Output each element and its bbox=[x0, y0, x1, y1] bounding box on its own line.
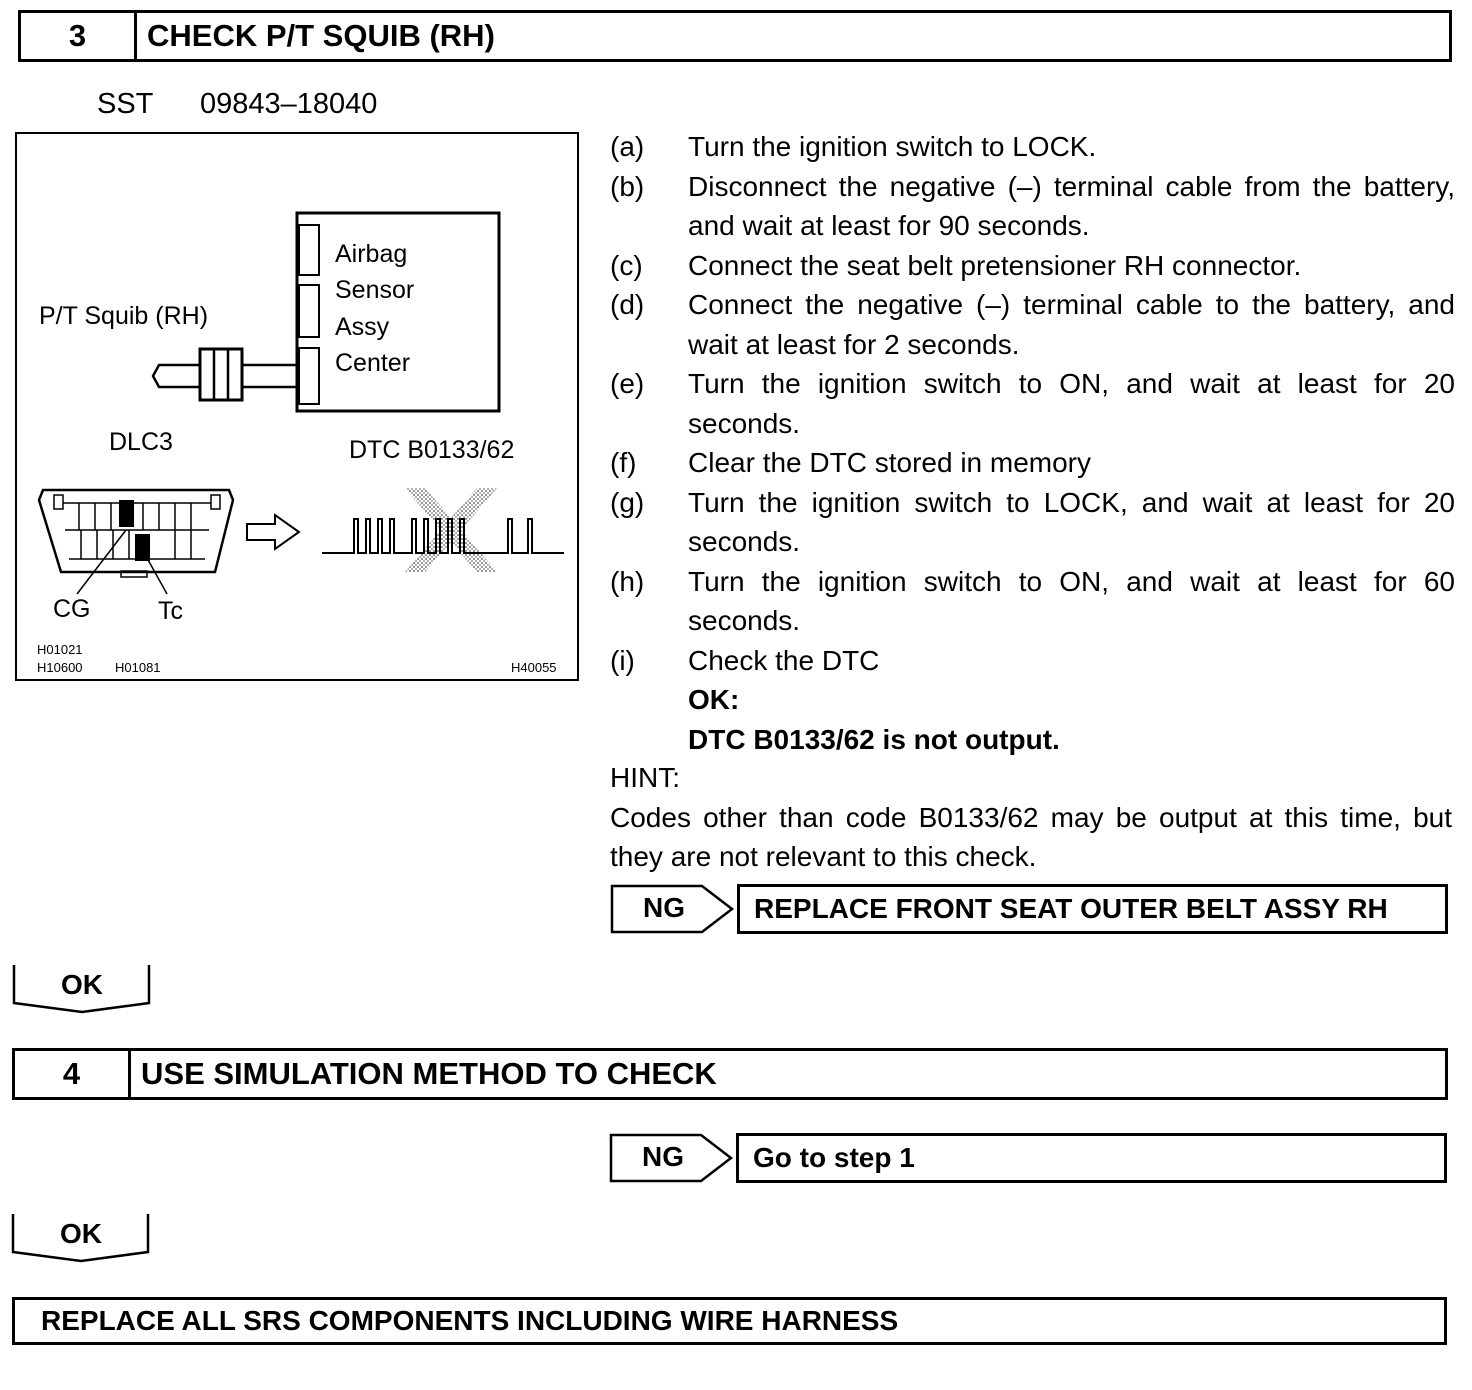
arrow-icon bbox=[247, 515, 299, 549]
ng-label: NG bbox=[643, 892, 685, 923]
step-4-ng-row bbox=[609, 1133, 1449, 1183]
step-letter: (b) bbox=[610, 170, 645, 202]
procedure-step bbox=[610, 127, 1455, 167]
step-text: Clear the DTC stored in memory bbox=[688, 447, 1092, 478]
procedure-step bbox=[610, 167, 1455, 246]
ok-label: OK bbox=[61, 969, 103, 1000]
squib-label: P/T Squib (RH) bbox=[39, 302, 209, 330]
hint-label: HINT: bbox=[610, 762, 680, 793]
squib-wire-end bbox=[153, 365, 184, 387]
ok-branch-2[interactable] bbox=[11, 1212, 151, 1264]
step-letter: (d) bbox=[610, 289, 645, 320]
ecu-label-line-4: Center bbox=[335, 349, 411, 377]
step-text: Turn the ignition switch to LOCK, and wait at least for 20 seconds. bbox=[688, 486, 1455, 557]
step-3-header bbox=[18, 10, 1452, 62]
step-letter: (c) bbox=[610, 249, 643, 281]
ecu-label-line-2: Sensor bbox=[335, 276, 415, 304]
step-letter: (i) bbox=[610, 644, 635, 676]
sst-label: SST bbox=[97, 88, 154, 120]
step-4-title: USE SIMULATION METHOD TO CHECK bbox=[141, 1056, 717, 1091]
step-letter: (a) bbox=[610, 131, 645, 162]
tc-label: Tc bbox=[158, 597, 183, 625]
procedure-step bbox=[610, 246, 1455, 286]
ng-result-box[interactable] bbox=[736, 1133, 1447, 1183]
diagram-graphics bbox=[17, 134, 579, 681]
ecu-connector-1 bbox=[299, 225, 319, 275]
step-3-ng-row bbox=[610, 884, 1450, 934]
step-letter: (e) bbox=[610, 368, 645, 399]
step-text: Disconnect the negative (–) terminal cable from the battery, and wait at least for 90 seconds. bbox=[688, 170, 1455, 241]
step-text: Turn the ignition switch to LOCK. bbox=[688, 131, 1097, 162]
step-text: Turn the ignition switch to ON, and wait at least for 20 seconds. bbox=[688, 368, 1455, 439]
step-3-title: CHECK P/T SQUIB (RH) bbox=[147, 18, 495, 53]
final-action-box[interactable] bbox=[12, 1297, 1447, 1345]
figure-ref-1: H01021 bbox=[37, 642, 83, 657]
cg-label: CG bbox=[53, 595, 91, 623]
step-text: Turn the ignition switch to ON, and wait at least for 60 seconds. bbox=[688, 565, 1455, 636]
procedure-step bbox=[610, 483, 1455, 562]
ng-label: NG bbox=[642, 1141, 684, 1172]
step-text: Connect the negative (–) terminal cable to the battery, and wait at least for 2 seconds. bbox=[688, 289, 1455, 360]
final-action-text: REPLACE ALL SRS COMPONENTS INCLUDING WIRE HARNESS bbox=[41, 1305, 899, 1336]
step-letter: (f) bbox=[610, 447, 637, 478]
dtc-code-label: DTC B0133/62 bbox=[349, 436, 515, 464]
sst-number: 09843–18040 bbox=[200, 88, 378, 120]
ok-branch-1[interactable] bbox=[12, 963, 152, 1015]
ecu-connector-3 bbox=[299, 348, 319, 404]
step-text: Check the DTC bbox=[688, 644, 880, 676]
ng-result-box[interactable] bbox=[737, 884, 1448, 934]
connection-diagram bbox=[15, 132, 579, 681]
dlc3-terminal-cg bbox=[135, 534, 150, 561]
dlc3-label: DLC3 bbox=[109, 428, 173, 456]
step-4-number: 4 bbox=[15, 1051, 131, 1097]
procedure-step bbox=[610, 443, 1455, 483]
hint-block bbox=[610, 758, 1452, 877]
procedure-step bbox=[610, 285, 1455, 364]
ok-criterion-text: DTC B0133/62 is not output. bbox=[688, 723, 1060, 755]
step-4-header bbox=[12, 1048, 1448, 1100]
step-letter: (h) bbox=[610, 565, 645, 597]
step-letter: (g) bbox=[610, 486, 645, 518]
squib-connector bbox=[200, 349, 242, 400]
procedure-step bbox=[610, 562, 1455, 641]
ng-result-text: Go to step 1 bbox=[753, 1142, 915, 1173]
ecu-label-line-3: Assy bbox=[335, 313, 390, 341]
ecu-label-line-1: Airbag bbox=[335, 240, 408, 268]
dlc3-terminal-tc bbox=[119, 500, 134, 527]
step-text: Connect the seat belt pretensioner RH connector. bbox=[688, 249, 1302, 281]
figure-ref-2: H10600 bbox=[37, 660, 83, 675]
procedure-step bbox=[610, 364, 1455, 443]
step-3-number: 3 bbox=[21, 13, 137, 59]
figure-ref-right: H40055 bbox=[511, 660, 557, 675]
figure-ref-3: H01081 bbox=[115, 660, 161, 675]
hint-text: Codes other than code B0133/62 may be output at this time, but they are not relevant to this check. bbox=[610, 801, 1452, 872]
ecu-connector-2 bbox=[299, 285, 319, 337]
procedure-step bbox=[610, 641, 1455, 681]
procedure-list bbox=[610, 127, 1455, 759]
ok-label: OK bbox=[60, 1218, 102, 1249]
ok-criterion-label: OK: bbox=[688, 684, 740, 715]
ng-result-text: REPLACE FRONT SEAT OUTER BELT ASSY RH bbox=[754, 893, 1388, 924]
